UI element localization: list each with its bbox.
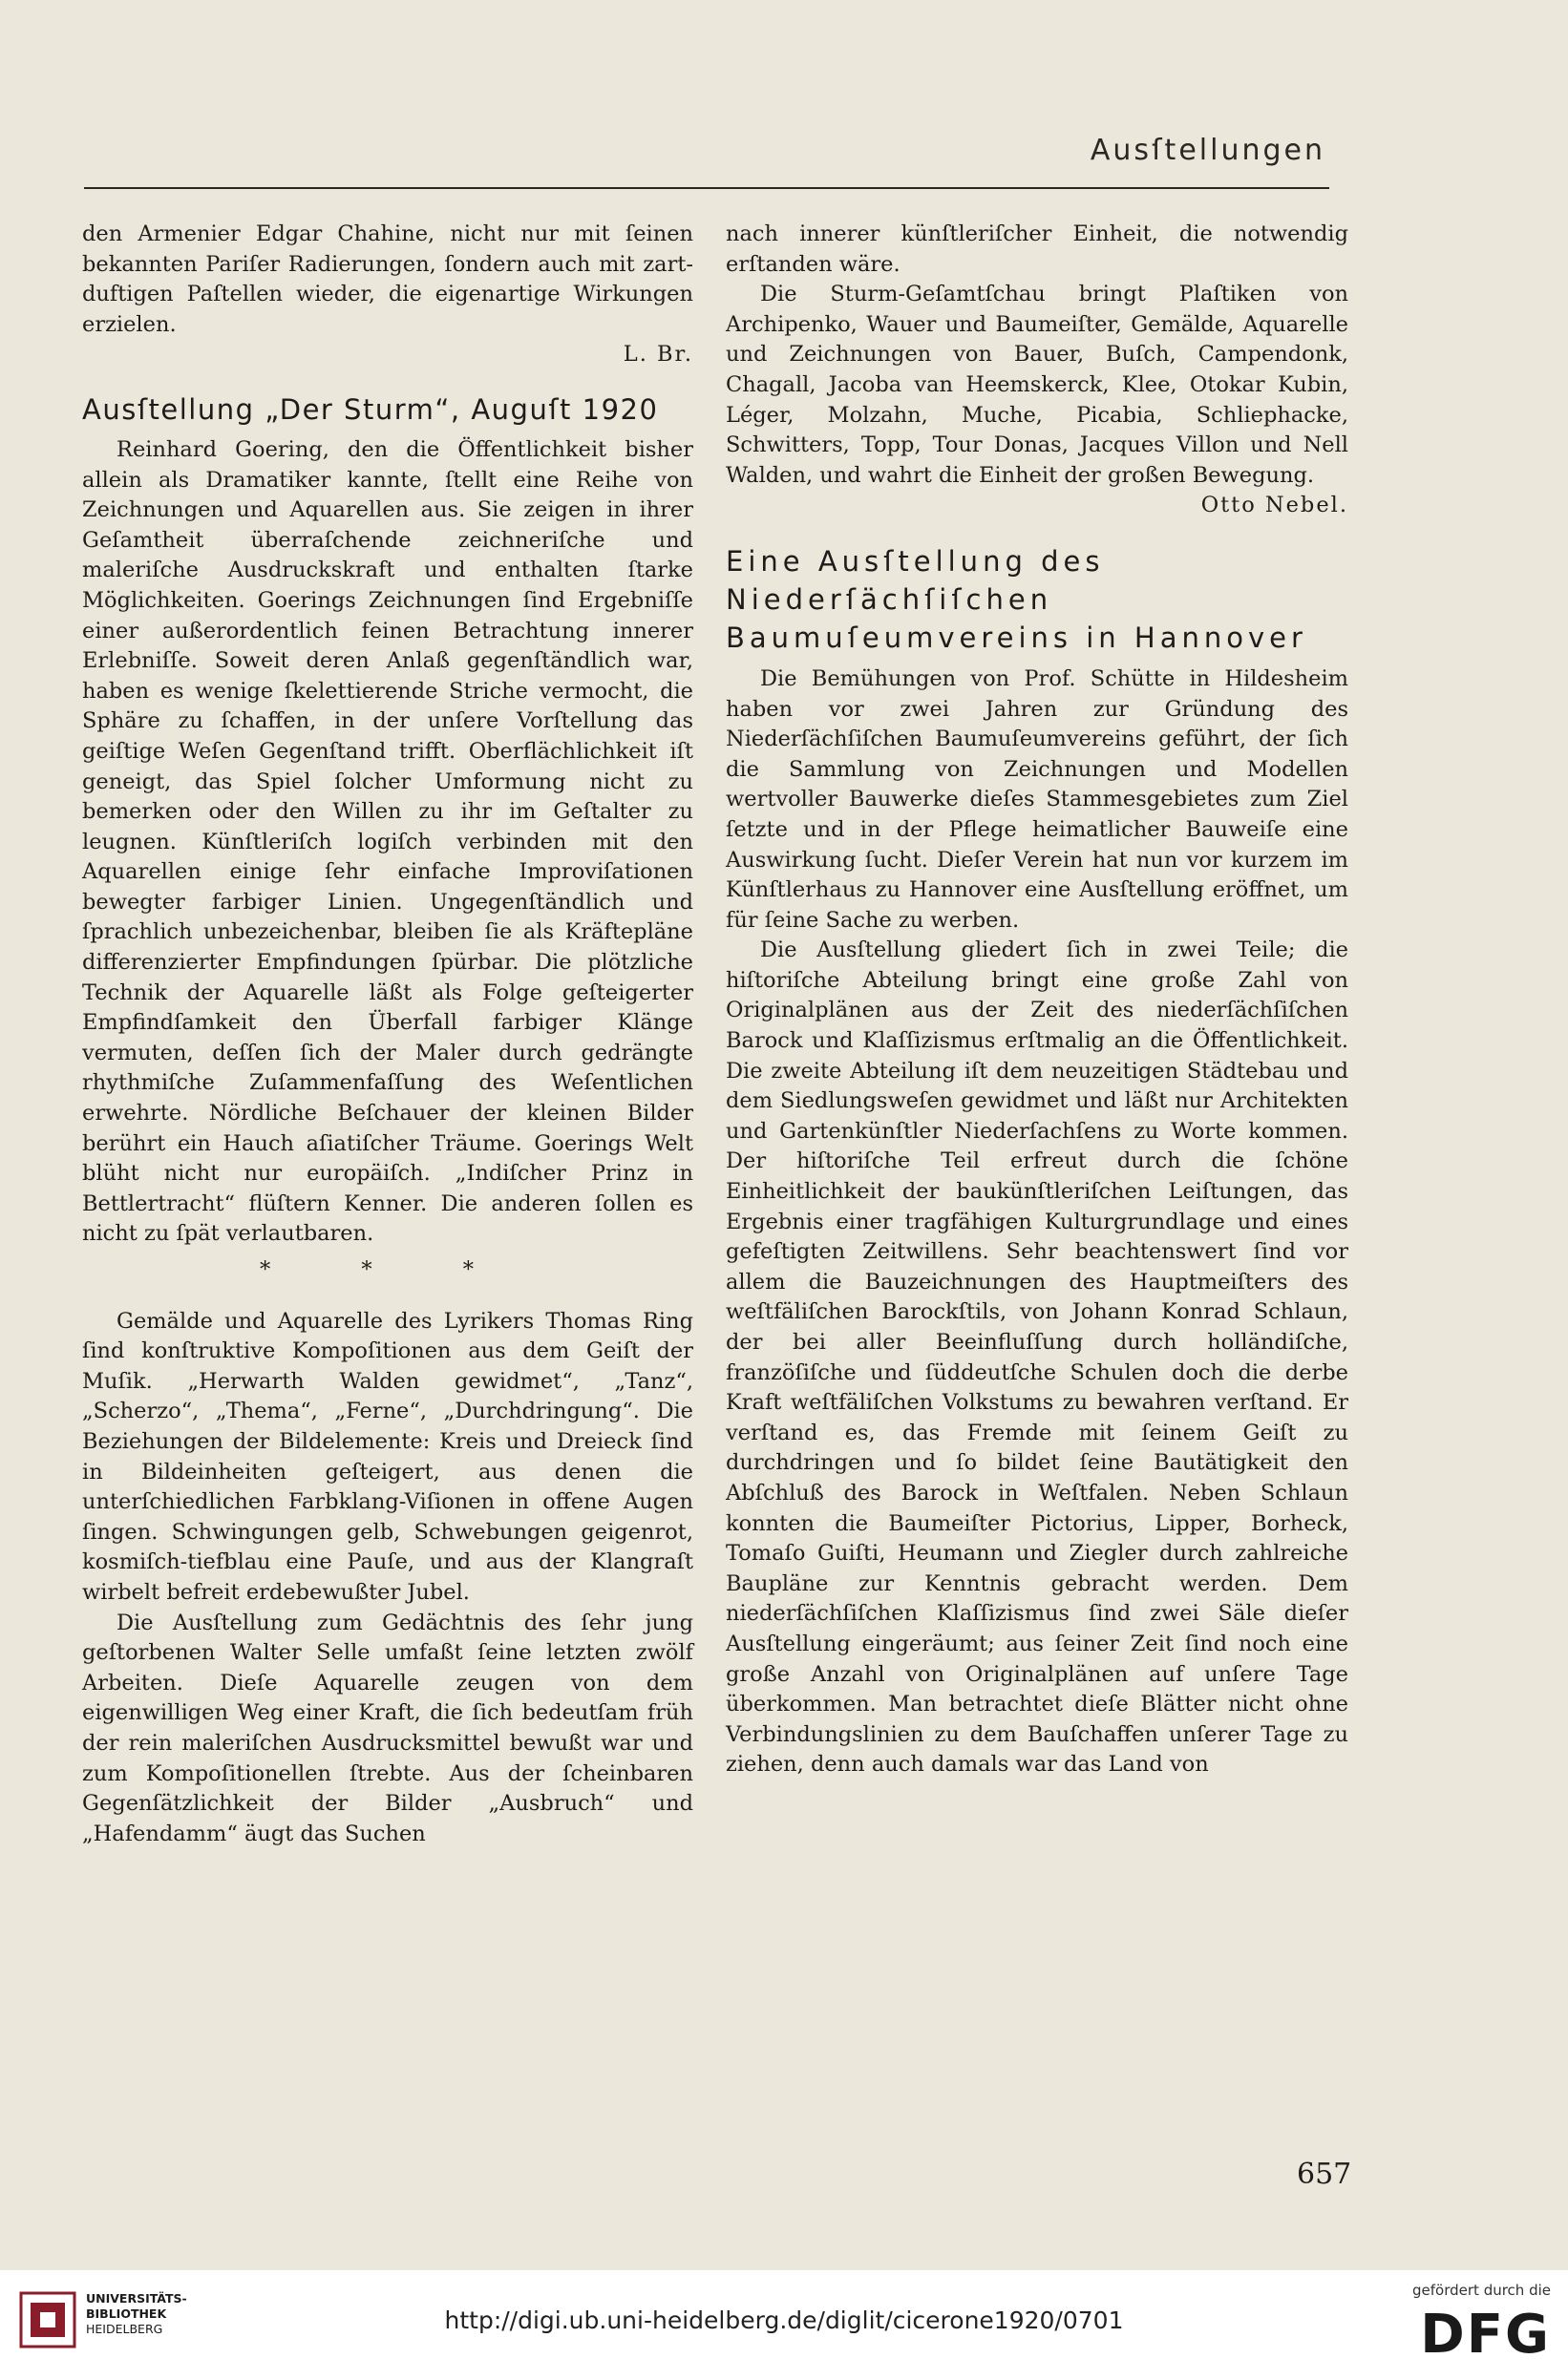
dfg-funder-logo[interactable] (1360, 2282, 1551, 2372)
section-divider-asterisks: * * * (259, 1257, 517, 1282)
section-title-hannover: Eine Ausſtellung des Niederſächſiſchen Baumuſeumvereins in Hannover (726, 544, 1307, 654)
hannover-paragraph-2: Die Ausſtellung gliedert ſich in zwei Teile; die hiſtoriſche Abteilung bringt eine große Zahl von Originalplänen aus der Zeit des niederſächſiſchen Barock und Klaſſizismus erſtmalig an die Öffentlichkeit. Die zweite Abteilung iſt dem neuzeitigen Städtebau und dem Siedlungsweſen gewidmet und läßt nur Architekten und Gartenkünſtler Niederſachſens zu Worte kommen. Der hiſtoriſche Teil erfreut durch die ſchöne Einheitlichkeit der baukünſtleriſchen Leiſtungen, das Ergebnis einer tragfähigen Kulturgrundlage und eines gefeſtigten Zeitwillens. Sehr beachtenswert ſind vor allem die Bauzeichnungen des Hauptmeiſters des weſtfäliſchen Barockſtils, von Johann Konrad Schlaun, der bei aller Beeinfluſſung durch holländiſche, franzöſiſche und ſüddeutſche Schulen doch die derbe Kraft weſtfäliſchen Volkstums zu bewahren verſtand. Er verſtand es, das Fremde mit ſeinem Geiſt zu durchdringen und ſo bildet ſeine Bautätigkeit den Abſchluß des Barock in Weſtfalen. Neben Schlaun konnten die Baumeiſter Pictorius, Lipper, Borheck, Tomaſo Guiſti, Heumann und Ziegler durch zahlreiche Baupläne zur Kenntnis gebracht werden. Dem niederſächſiſchen Klaſſizismus ſind zwei Säle dieſer Ausſtellung eingeräumt; aus ſeiner Zeit ſind noch eine große Anzahl von Originalplänen auf unſere Tage überkommen. Man betrachtet dieſe Blätter nicht ohne Verbindungslinien zu dem Bauſchaffen unſerer Tage zu ziehen, denn auch damals war das Land von (726, 937, 1348, 1778)
permalink-url[interactable]: http://digi.ub.uni-heidelberg.de/diglit/cicerone1920/0701 (444, 2306, 1124, 2334)
intro-paragraph: den Armenier Edgar Chahine, nicht nur mit ſeinen bekannten Pariſer Radierungen, ſondern auch mit zart-duftigen Paſtellen wieder, die eigenartige Wirkungen erzielen. (82, 221, 693, 337)
running-head: Ausſtellungen (1090, 134, 1325, 167)
digitization-footer (0, 2270, 1568, 2380)
funder-caption: gefördert durch die (1412, 2282, 1551, 2299)
header-rule (84, 187, 1329, 189)
sturm-signature: Otto Nebel. (1200, 493, 1348, 518)
goering-paragraph: Reinhard Goering, den die Öffentlichkeit bisher allein als Dramatiker kannte, ſtellt eine Reihe von Zeichnungen und Aquarellen aus. Sie zeigen in ihrer Geſamtheit überraſchende zeichneriſche und maleriſche Ausdruckskraft und enthalten ſtarke Möglichkeiten. Goerings Zeichnungen ſind Ergebniſſe einer außerordentlich feinen Betrachtung innerer Erlebniſſe. Soweit deren Anlaß gegenſtändlich war, haben es wenige ſkelettierende Striche vermocht, die Sphäre zu ſchaffen, in der unſere Vorſtellung das geiſtige Weſen Gegenſtand trifft. Oberflächlichkeit iſt geneigt, das Spiel ſolcher Umformung nicht zu bemerken oder den Willen zu ihr im Geſtalter zu leugnen. Künſtleriſch logiſch verbinden mit den Aquarellen einige ſehr einfache Improviſationen bewegter farbiger Linien. Ungegenſtändlich und ſprachlich unbezeichenbar, bleiben ſie als Kräftepläne differenzierter Empfindungen ſpürbar. Die plötzliche Technik der Aquarelle läßt als Folge geſteigerter Empfindſamkeit den Überfall farbiger Klänge vermuten, deſſen ſich der Maler durch gedrängte rhythmiſche Zuſammenfaſſung des Weſentlichen erwehrte. Nördliche Beſchauer der kleinen Bilder berührt ein Hauch aſiatiſcher Träume. Goerings Welt blüht nicht nur europäiſch. „Indiſcher Prinz in Bettlertracht“ flüſtern Kenner. Die anderen ſollen es nicht zu ſpät verlautbaren. (82, 436, 693, 1247)
left-column (82, 220, 693, 1849)
ring-paragraph: Gemälde und Aquarelle des Lyrikers Thomas Ring ſind konſtruktive Kompoſitionen aus dem Geiſt der Muſik. „Herwarth Walden gewidmet“, „Tanz“, „Scherzo“, „Thema“, „Ferne“, „Durchdringung“. Die Beziehungen der Bildelemente: Kreis und Dreieck ſind in Bildeinheiten geſteigert, aus denen die unterſchiedlichen Farbklang-Viſionen in offene Augen ſingen. Schwingungen gelb, Schwebungen geigenrot, kosmiſch-tiefblau eine Pauſe, und aus der Klangraſt wirbelt befreit erdebewußter Jubel. (82, 1308, 693, 1605)
library-name-line-3: HEIDELBERG (86, 2322, 163, 2336)
sturm-overview-paragraph: Die Sturm-Geſamtſchau bringt Plaſtiken von Archipenko, Wauer und Baumeiſter, Gemälde, Aquarelle und Zeichnungen von Bauer, Buſch, Campendonk, Chagall, Jacoba van Heemskerck, Klee, Otokar Kubin, Léger, Molzahn, Muche, Picabia, Schliephacke, Schwitters, Topp, Tour Donas, Jacques Villon und Nell Walden, und wahrt die Einheit der großen Bewegung. (726, 282, 1348, 488)
intro-signature: L. Br. (623, 342, 693, 368)
hannover-paragraph-1: Die Bemühungen von Prof. Schütte in Hildesheim haben vor zwei Jahren zur Gründung des Niederſächſiſchen Baumuſeumvereins geführt, der ſich die Sammlung von Zeichnungen und Modellen wertvoller Bauwerke dieſes Stammesgebietes zum Ziel ſetzte und in der Pflege heimatlicher Bauweiſe eine Auswirkung ſucht. Dieſer Verein hat nun vor kurzem im Künſtlerhaus zu Hannover eine Ausſtellung eröffnet, um für ſeine Sache zu werben. (726, 665, 1348, 933)
library-name-line-2: BIBLIOTHEK (86, 2306, 167, 2321)
right-column (726, 220, 1348, 1780)
section-title-sturm: Ausſtellung „Der Sturm“, Auguſt 1920 (82, 392, 659, 426)
library-name-line-1: UNIVERSITÄTS- (86, 2291, 187, 2306)
dfg-logo-mark: DFG (1420, 2304, 1551, 2366)
continuation-paragraph: nach innerer künſtleriſcher Einheit, die notwendig erſtanden wäre. (726, 221, 1348, 277)
page-number: 657 (1297, 2158, 1352, 2191)
selle-paragraph: Die Ausſtellung zum Gedächtnis des ſehr jung geſtorbenen Walter Selle umfaßt ſeine letzten zwölf Arbeiten. Dieſe Aquarelle zeugen von dem eigenwilligen Weg einer Kraft, die ſich bedeutſam früh der rein maleriſchen Ausdrucksmittel bewußt war und zum Kompoſitionellen ſtrebte. Aus der ſcheinbaren Gegenſätzlichkeit der Bilder „Ausbruch“ und „Hafendamm“ äugt das Suchen (82, 1610, 693, 1846)
